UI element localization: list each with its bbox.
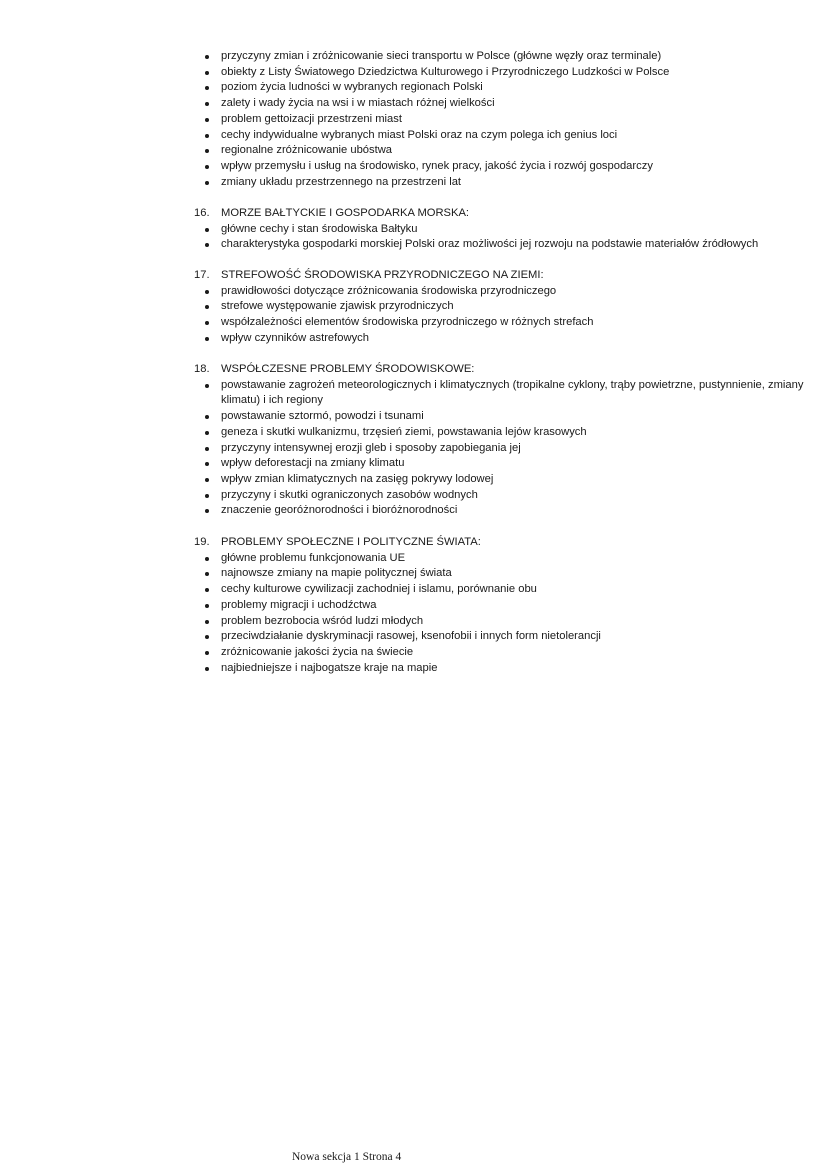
list-item: przyczyny intensywnej erozji gleb i sposoby zapobiegania jej — [205, 441, 814, 457]
list-item: zróżnicowanie jakości życia na świecie — [205, 645, 814, 661]
list-item: regionalne zróżnicowanie ubóstwa — [205, 143, 805, 159]
section-number: 19. — [194, 536, 210, 548]
bullet-icon — [205, 620, 209, 624]
bullet-icon — [205, 228, 209, 232]
bullet-icon — [205, 509, 209, 513]
list-item: wpływ przemysłu i usług na środowisko, rynek pracy, jakość życia i rozwój gospodarczy — [205, 159, 805, 175]
list-item: powstawanie sztormó, powodzi i tsunami — [205, 409, 814, 425]
bullet-list — [194, 551, 814, 677]
section-19 — [194, 535, 814, 676]
bullet-icon — [205, 86, 209, 90]
bullet-icon — [205, 431, 209, 435]
list-item: wpływ czynników astrefowych — [205, 331, 814, 347]
page-footer: Nowa sekcja 1 Strona 4 — [292, 1151, 402, 1163]
bullet-list — [194, 222, 814, 253]
list-item: problem gettoizacji przestrzeni miast — [205, 112, 805, 128]
section-17 — [194, 268, 814, 347]
bullet-icon — [205, 118, 209, 122]
list-item: współzależności elementów środowiska przyrodniczego w różnych strefach — [205, 315, 814, 331]
section-title: MORZE BAŁTYCKIE I GOSPODARKA MORSKA: — [221, 207, 470, 219]
bullet-icon — [205, 415, 209, 419]
bullet-icon — [205, 337, 209, 341]
bullet-icon — [205, 149, 209, 153]
list-item: charakterystyka gospodarki morskiej Polski oraz możliwości jej rozwoju na podstawie materiałów źródłowych — [205, 237, 814, 253]
bullet-icon — [205, 588, 209, 592]
section-heading — [194, 206, 814, 222]
list-item: strefowe występowanie zjawisk przyrodniczych — [205, 299, 814, 315]
list-item: przyczyny zmian i zróżnicowanie sieci transportu w Polsce (główne węzły oraz terminale) — [205, 49, 805, 65]
bullet-icon — [205, 494, 209, 498]
bullet-icon — [205, 71, 209, 75]
list-item: wpływ deforestacji na zmiany klimatu — [205, 456, 814, 472]
bullet-list — [194, 378, 814, 519]
continued-bullet-list — [205, 49, 805, 190]
list-item: cechy indywidualne wybranych miast Polski oraz na czym polega ich genius loci — [205, 128, 805, 144]
bullet-icon — [205, 55, 209, 59]
list-item: zalety i wady życia na wsi i w miastach różnej wielkości — [205, 96, 805, 112]
section-heading — [194, 362, 814, 378]
list-item: problemy migracji i uchodźctwa — [205, 598, 814, 614]
list-item: najbiedniejsze i najbogatsze kraje na mapie — [205, 661, 814, 677]
section-16 — [194, 206, 814, 253]
bullet-icon — [205, 604, 209, 608]
bullet-icon — [205, 321, 209, 325]
bullet-icon — [205, 102, 209, 106]
list-item: główne cechy i stan środowiska Bałtyku — [205, 222, 814, 238]
bullet-icon — [205, 572, 209, 576]
bullet-icon — [205, 557, 209, 561]
section-heading — [194, 268, 814, 284]
bullet-icon — [205, 651, 209, 655]
bullet-icon — [205, 305, 209, 309]
section-title: WSPÓŁCZESNE PROBLEMY ŚRODOWISKOWE: — [221, 363, 475, 375]
list-item: cechy kulturowe cywilizacji zachodniej i islamu, porównanie obu — [205, 582, 814, 598]
bullet-icon — [205, 462, 209, 466]
section-number: 16. — [194, 207, 210, 219]
list-item: problem bezrobocia wśród ludzi młodych — [205, 614, 814, 630]
list-item: prawidłowości dotyczące zróżnicowania środowiska przyrodniczego — [205, 284, 814, 300]
bullet-icon — [205, 181, 209, 185]
section-number: 17. — [194, 269, 210, 281]
bullet-icon — [205, 290, 209, 294]
bullet-icon — [205, 243, 209, 247]
list-item: geneza i skutki wulkanizmu, trzęsień ziemi, powstawania lejów krasowych — [205, 425, 814, 441]
list-item: poziom życia ludności w wybranych regionach Polski — [205, 80, 805, 96]
bullet-icon — [205, 165, 209, 169]
bullet-icon — [205, 447, 209, 451]
list-item: zmiany układu przestrzennego na przestrzeni lat — [205, 175, 805, 191]
section-title: STREFOWOŚĆ ŚRODOWISKA PRZYRODNICZEGO NA ZIEMI: — [221, 269, 544, 281]
section-18 — [194, 362, 814, 519]
section-heading — [194, 535, 814, 551]
list-item: przyczyny i skutki ograniczonych zasobów wodnych — [205, 488, 814, 504]
list-item: przeciwdziałanie dyskryminacji rasowej, ksenofobii i innych form nietolerancji — [205, 629, 814, 645]
list-item: najnowsze zmiany na mapie politycznej świata — [205, 566, 814, 582]
section-number: 18. — [194, 363, 210, 375]
bullet-icon — [205, 667, 209, 671]
bullet-icon — [205, 134, 209, 138]
bullet-icon — [205, 384, 209, 388]
list-item: wpływ zmian klimatycznych na zasięg pokrywy lodowej — [205, 472, 814, 488]
list-item: główne problemu funkcjonowania UE — [205, 551, 814, 567]
section-title: PROBLEMY SPOŁECZNE I POLITYCZNE ŚWIATA: — [221, 536, 481, 548]
list-item: powstawanie zagrożeń meteorologicznych i klimatycznych (tropikalne cyklony, trąby powietrzne, pustynnienie, zmiany klimatu) i ich regiony — [205, 378, 811, 409]
bullet-icon — [205, 635, 209, 639]
bullet-list — [194, 284, 814, 347]
list-item: znaczenie georóżnorodności i bioróżnorodności — [205, 503, 814, 519]
list-item: obiekty z Listy Światowego Dziedzictwa Kulturowego i Przyrodniczego Ludzkości w Polsce — [205, 65, 805, 81]
bullet-icon — [205, 478, 209, 482]
